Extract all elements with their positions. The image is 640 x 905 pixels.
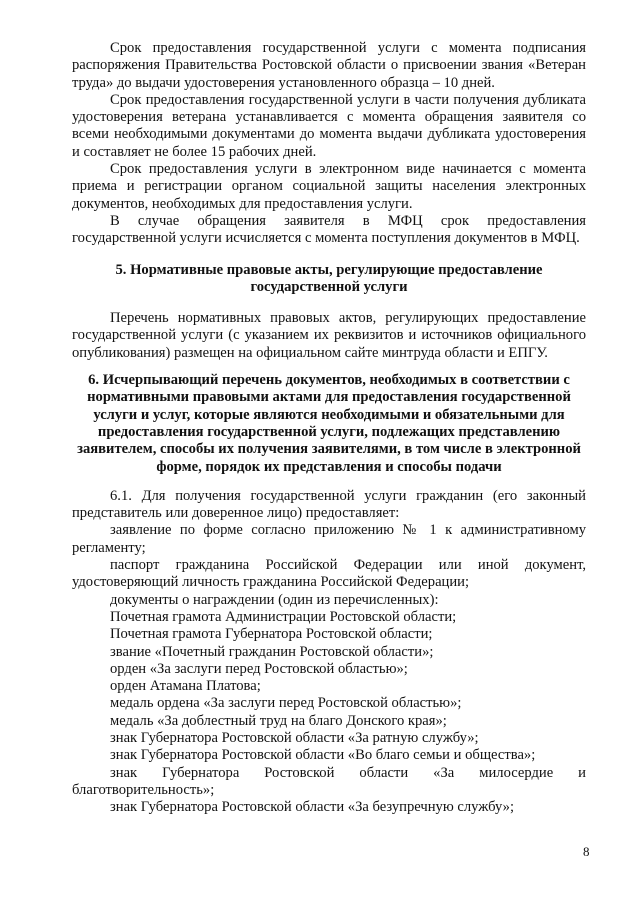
list-item: заявление по форме согласно приложению № 1 к административному регламенту; [72, 522, 586, 556]
list-item: документы о награждении (один из перечисленных): [110, 591, 439, 608]
list-item: орден «За заслуги перед Ростовской областью»; [110, 660, 408, 677]
documents-list [72, 488, 586, 817]
list-item: 6.1. Для получения государственной услуги гражданин (его законный представитель или доверенное лицо) предоставляет: [72, 487, 586, 522]
page-number: 8 [583, 844, 590, 859]
list-item: знак Губернатора Ростовской области «За милосердие и благотворительность»; [72, 764, 586, 798]
list-item: Почетная грамота Администрации Ростовской области; [110, 608, 457, 625]
list-item: орден Атамана Платова; [110, 678, 261, 695]
list-item: паспорт гражданина Российской Федерации или иной документ, удостоверяющий личность гражданина Российской Федерации; [72, 557, 586, 591]
list-item: знак Губернатора Ростовской области «За ратную службу»; [110, 729, 479, 746]
list-item: знак Губернатора Ростовской области «Во благо семьи и общества»; [110, 747, 536, 764]
section-6-heading: 6. Исчерпывающий перечень документов, необходимых в соответствии с нормативными правовыми актами для предоставления государственной услуги и услуг, которые являются необходимыми и обязательными для предоставления государственной услуги, подлежащих представлению заявителем, способы их получения заявителями, в том числе в электронной форме, порядок их представления и способы подачи [77, 372, 581, 475]
paragraph: Срок предоставления государственной услуги в части получения дубликата удостоверения ветерана устанавливается с момента обращения заявителя со всеми необходимыми документами до момента выдачи дубликата удостоверения и составляет не более 15 рабочих дней. [72, 91, 586, 160]
page-content [72, 40, 586, 816]
section-5-text: Перечень нормативных правовых актов, регулирующих предоставление государственной услуги (с указанием их реквизитов и источников официального опубликования) размещен на официальном сайте минтруда области и ЕПГУ. [72, 310, 586, 361]
paragraph: Срок предоставления государственной услуги с момента подписания распоряжения Правительства Ростовской области о присвоении звания «Ветеран труда» до выдачи удостоверения установленного образца – 10 дней. [72, 40, 586, 91]
list-item: Почетная грамота Губернатора Ростовской области; [110, 626, 433, 643]
list-item: знак Губернатора Ростовской области «За безупречную службу»; [110, 799, 515, 816]
paragraph: В случае обращения заявителя в МФЦ срок предоставления государственной услуги исчисляется с момента поступления документов в МФЦ. [72, 212, 586, 247]
list-item: звание «Почетный гражданин Ростовской области»; [110, 643, 434, 660]
list-item: медаль ордена «За заслуги перед Ростовской областью»; [110, 695, 462, 712]
section-5-heading: 5. Нормативные правовые акты, регулирующие предоставление государственной услуги [115, 261, 543, 295]
list-item: медаль «За доблестный труд на благо Донского края»; [110, 712, 447, 729]
paragraph: Срок предоставления услуги в электронном виде начинается с момента приема и регистрации органом социальной защиты населения электронных документов, необходимых для предоставления услуги. [72, 161, 586, 212]
